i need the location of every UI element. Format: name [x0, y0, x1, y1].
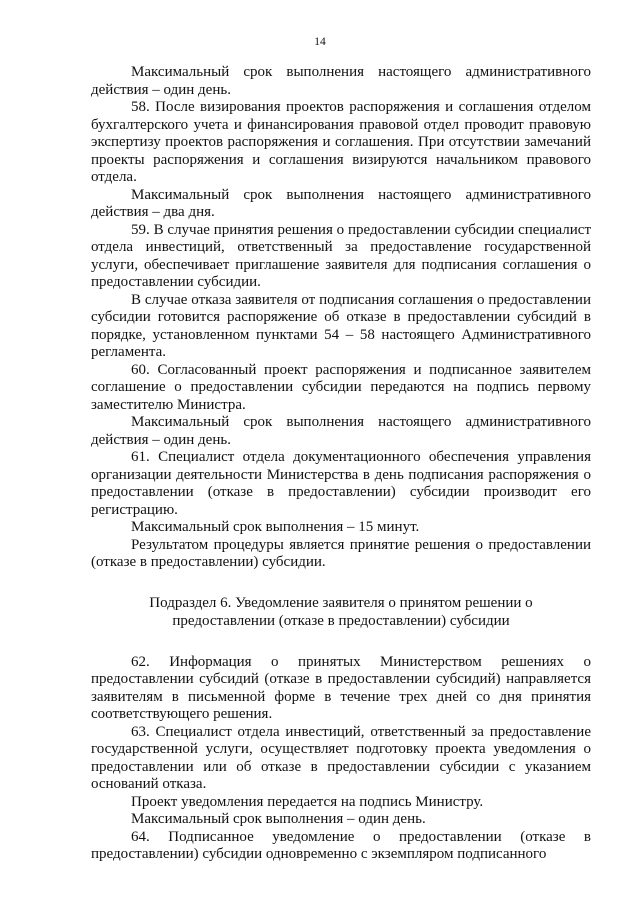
- paragraph-58: 58. После визирования проектов распоряжения и соглашения отделом бухгалтерского учета и финансирования правовой отдел проводит правовую экспертизу проектов распоряжения и соглашения. При отсутствии замечаний проекты распоряжения и соглашения визируются начальником правового отдела.: [91, 99, 591, 185]
- paragraph-64: 64. Подписанное уведомление о предоставлении (отказе в предоставлении) субсидии одновременно с экземпляром подписанного: [91, 828, 591, 862]
- paragraph: Проект уведомления передается на подпись Министру.: [131, 793, 484, 810]
- page-number: 14: [314, 36, 326, 48]
- paragraph-63: 63. Специалист отдела инвестиций, ответственный за предоставление государственной услуги, осуществляет подготовку проекта уведомления о предоставлении или об отказе в предоставлении субсидии с указанием оснований отказа.: [91, 723, 591, 792]
- section-title-line-2: предоставлении (отказе в предоставлении) субсидии: [172, 612, 510, 629]
- paragraph-62: 62. Информация о принятых Министерством решениях о предоставлении субсидий (отказе в предоставлении субсидий) направляется заявителям в письменной форме в течение трех дней со дня принятия соответствующего решения.: [91, 653, 591, 722]
- paragraph: В случае отказа заявителя от подписания соглашения о предоставлении субсидии готовится распоряжение об отказе в предоставлении субсидий в порядке, установленном пунктами 54 – 58 настоящего Административного регламента.: [91, 291, 591, 360]
- paragraph: Максимальный срок выполнения настоящего административного действия – один день.: [91, 414, 591, 448]
- paragraph-61: 61. Специалист отдела документационного обеспечения управления организации деятельности Министерства в день подписания распоряжения о предоставлении (отказе в предоставлении) субсидии производит его регистрацию.: [91, 449, 591, 518]
- spacer: [91, 572, 591, 594]
- spacer: [91, 630, 591, 654]
- section-title-line-1: Подраздел 6. Уведомление заявителя о принятом решении о: [149, 594, 533, 611]
- paragraph: Максимальный срок выполнения настоящего административного действия – один день.: [91, 64, 591, 98]
- paragraph: Результатом процедуры является принятие решения о предоставлении (отказе в предоставлении) субсидии.: [91, 536, 591, 570]
- paragraph-60: 60. Согласованный проект распоряжения и подписанное заявителем соглашение о предоставлении субсидии передаются на подпись первому заместителю Министра.: [91, 361, 591, 413]
- paragraph: Максимальный срок выполнения – один день.: [131, 811, 426, 827]
- paragraph: Максимальный срок выполнения – 15 минут.: [131, 519, 420, 535]
- paragraph: Максимальный срок выполнения настоящего административного действия – два дня.: [91, 186, 591, 220]
- document-body: [91, 64, 591, 864]
- paragraph-59: 59. В случае принятия решения о предоставлении субсидии специалист отдела инвестиций, ответственный за предоставление государственной услуги, обеспечивает приглашение заявителя для подписания соглашения о предоставлении субсидии.: [91, 221, 591, 290]
